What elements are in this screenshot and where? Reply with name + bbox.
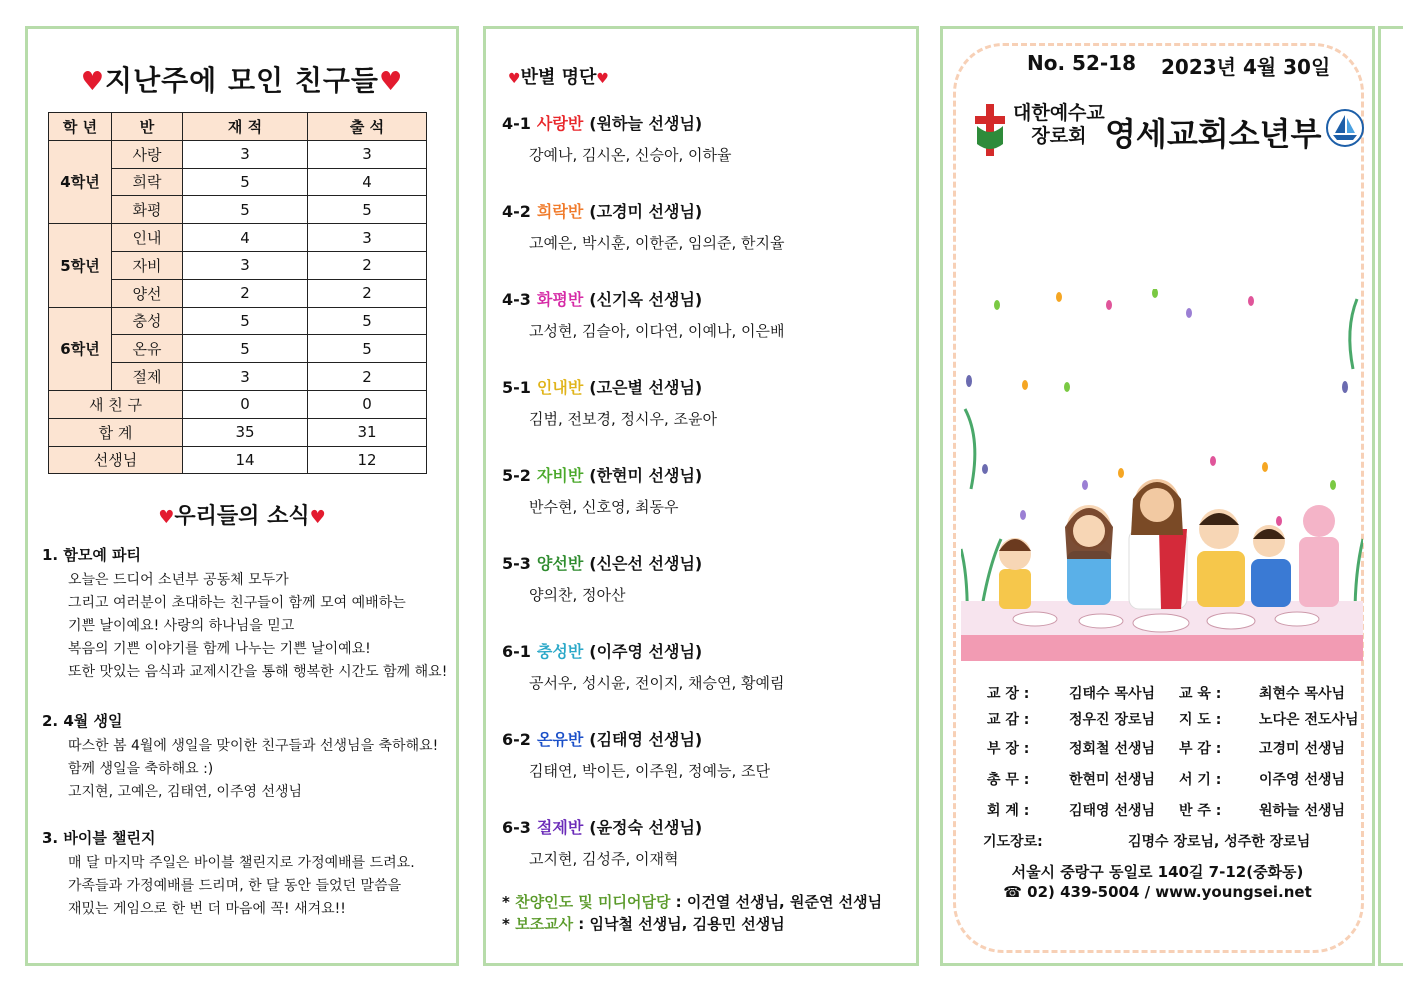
class-header xyxy=(502,375,912,398)
staff-person: 정회철 선생님 xyxy=(1069,741,1156,757)
class-name: 절제반 xyxy=(536,818,584,837)
attended-cell: 3 xyxy=(308,224,427,252)
note-text: : 이건열 선생님, 원준연 선생님 xyxy=(670,893,883,911)
heart-icon: ♥ xyxy=(158,507,175,528)
class-header xyxy=(502,639,912,662)
church-cross-logo xyxy=(973,104,1007,156)
last-supper-illustration xyxy=(961,289,1363,661)
figure-jesus xyxy=(1129,479,1187,609)
staff-role: 부 장 : xyxy=(987,741,1030,757)
class-members: 김범, 전보경, 정시우, 조윤아 xyxy=(529,410,717,428)
class-roster-panel xyxy=(483,26,919,966)
class-cell: 자비 xyxy=(112,251,183,279)
class-block xyxy=(502,287,912,341)
note-bullet: * xyxy=(502,893,510,911)
class-number: 5-3 xyxy=(502,554,531,573)
table-row xyxy=(49,446,427,474)
news-line: 기쁜 날이예요! 사랑의 하나님을 믿고 xyxy=(68,618,295,634)
staff-person: 한현미 선생님 xyxy=(1069,772,1156,788)
news-item xyxy=(42,710,452,804)
class-number: 6-3 xyxy=(502,818,531,837)
class-teacher: (윤정숙 선생님) xyxy=(589,818,703,837)
staff-person: 노다은 전도사님 xyxy=(1259,712,1359,728)
class-header xyxy=(502,199,912,222)
class-header xyxy=(502,815,912,838)
class-teacher: (신기옥 선생님) xyxy=(589,290,703,309)
class-cell: 온유 xyxy=(112,335,183,363)
staff-person: 이주영 선생님 xyxy=(1259,772,1346,788)
attended-cell: 3 xyxy=(308,140,427,168)
class-block xyxy=(502,639,912,693)
staff-role: 지 도 : xyxy=(1179,712,1222,728)
news-title xyxy=(28,499,456,530)
class-cell: 충성 xyxy=(112,307,183,335)
class-cell: 인내 xyxy=(112,224,183,252)
attended-cell: 5 xyxy=(308,307,427,335)
attended-cell: 2 xyxy=(308,363,427,391)
church-address: 서울시 중랑구 동일로 140길 7-12(중화동) xyxy=(1011,863,1304,881)
class-block xyxy=(502,375,912,429)
attended-cell: 2 xyxy=(308,251,427,279)
enrolled-cell: 3 xyxy=(183,363,308,391)
staff-person: 김태영 선생님 xyxy=(1069,803,1156,819)
cover-panel xyxy=(940,26,1375,966)
staff-role: 서 기 : xyxy=(1179,772,1222,788)
total-label: 합 계 xyxy=(49,418,183,446)
note-line xyxy=(502,891,882,912)
staff-role: 교 장 : xyxy=(987,686,1030,702)
class-members: 양의찬, 정아산 xyxy=(529,586,626,604)
class-cell: 희락 xyxy=(112,168,183,196)
attended-cell: 5 xyxy=(308,335,427,363)
news-line: 매 달 마지막 주일은 바이블 챌린지로 가정예배를 드려요. xyxy=(68,855,415,871)
class-cell: 사랑 xyxy=(112,140,183,168)
attended-cell: 4 xyxy=(308,168,427,196)
class-members: 강예나, 김시온, 신승아, 이하율 xyxy=(529,146,732,164)
staff-role: 회 계 : xyxy=(987,803,1030,819)
class-members: 반수현, 신호영, 최동우 xyxy=(529,498,679,516)
attendance-title-text: 지난주에 모인 친구들 xyxy=(105,64,379,97)
class-block xyxy=(502,199,912,253)
class-teacher: (김태영 선생님) xyxy=(589,730,703,749)
figure-girl xyxy=(1065,505,1113,605)
class-members: 공서우, 성시윤, 전이지, 채승연, 황예림 xyxy=(529,674,785,692)
enrolled-cell: 2 xyxy=(183,279,308,307)
table-header-row xyxy=(49,113,427,141)
table-row xyxy=(49,307,427,335)
class-members: 고성현, 김슬아, 이다연, 이예나, 이은배 xyxy=(529,322,785,340)
staff-role: 교 육 : xyxy=(1179,686,1222,702)
figure-boy-blue xyxy=(1251,525,1291,607)
attendance-title xyxy=(28,59,456,99)
class-members: 고예은, 박시훈, 이한준, 임의준, 한지율 xyxy=(529,234,785,252)
class-name: 충성반 xyxy=(536,642,584,661)
class-members: 김태연, 박이든, 이주원, 정예능, 조단 xyxy=(529,762,771,780)
class-members: 고지현, 김성주, 이재혁 xyxy=(529,850,679,868)
class-teacher: (고은별 선생님) xyxy=(589,378,703,397)
heart-icon: ♥ xyxy=(80,67,106,97)
class-teacher: (고경미 선생님) xyxy=(589,202,703,221)
class-header xyxy=(502,551,912,574)
next-panel-edge xyxy=(1378,26,1403,966)
header-attended: 출 석 xyxy=(308,113,427,141)
class-number: 6-1 xyxy=(502,642,531,661)
church-name: 영세교회소년부 xyxy=(1105,115,1322,153)
staff-person: 김태수 목사님 xyxy=(1069,686,1156,702)
grade-cell: 6학년 xyxy=(49,307,112,390)
news-line: 오늘은 드디어 소년부 공동체 모두가 xyxy=(68,572,289,588)
table-row xyxy=(49,390,427,418)
class-header xyxy=(502,111,912,134)
note-label: 찬양인도 및 미디어담당 xyxy=(515,893,671,911)
staff-person: 정우진 장로님 xyxy=(1069,712,1156,728)
class-number: 4-1 xyxy=(502,114,531,133)
grade-cell: 4학년 xyxy=(49,140,112,223)
attended-cell: 2 xyxy=(308,279,427,307)
issue-date: 2023년 4월 30일 xyxy=(1161,55,1331,79)
class-block xyxy=(502,727,912,781)
table-cloth xyxy=(961,631,1363,661)
class-number: 4-3 xyxy=(502,290,531,309)
figure-child-left xyxy=(999,538,1031,609)
news-line: 가족들과 가정예배를 드리며, 한 달 동안 들었던 말씀을 xyxy=(68,878,402,894)
news-line: 함께 생일을 축하해요 :) xyxy=(68,761,214,777)
class-name: 사랑반 xyxy=(536,114,584,133)
enrolled-cell: 4 xyxy=(183,224,308,252)
news-line: 따스한 봄 4월에 생일을 맞이한 친구들과 선생님을 축하해요! xyxy=(68,738,439,754)
note-text: : 임낙철 선생님, 김용민 선생님 xyxy=(573,915,785,933)
enrolled-cell: 3 xyxy=(183,251,308,279)
class-name: 자비반 xyxy=(536,466,584,485)
class-name: 희락반 xyxy=(536,202,584,221)
header-class: 반 xyxy=(112,113,183,141)
news-line: 복음의 기쁜 이야기를 함께 나누는 기쁜 날이예요! xyxy=(68,641,371,657)
attended-cell: 31 xyxy=(308,418,427,446)
news-line: 고지현, 고예은, 김태연, 이주영 선생님 xyxy=(68,784,303,800)
enrolled-cell: 5 xyxy=(183,335,308,363)
staff-role: 부 감 : xyxy=(1179,741,1222,757)
staff-role: 총 무 : xyxy=(987,772,1030,788)
ship-emblem-icon xyxy=(1326,109,1364,147)
attended-cell: 0 xyxy=(308,390,427,418)
news-heading: 3. 바이블 챌린지 xyxy=(42,829,156,847)
prayer-label: 기도장로: xyxy=(983,834,1043,850)
header-enrolled: 재 적 xyxy=(183,113,308,141)
class-number: 5-1 xyxy=(502,378,531,397)
class-header xyxy=(502,727,912,750)
figure-pink xyxy=(1299,505,1339,607)
news-line: 그리고 여러분이 초대하는 친구들이 함께 모여 예배하는 xyxy=(68,595,406,611)
class-header xyxy=(502,287,912,310)
class-name: 온유반 xyxy=(536,730,584,749)
table-row xyxy=(49,140,427,168)
news-item xyxy=(42,544,452,684)
news-heading: 1. 함모예 파티 xyxy=(42,546,142,564)
class-block xyxy=(502,551,912,605)
figure-boy-yellow xyxy=(1197,509,1245,607)
class-header xyxy=(502,463,912,486)
heart-icon: ♥ xyxy=(508,71,521,87)
class-number: 6-2 xyxy=(502,730,531,749)
enrolled-cell: 5 xyxy=(183,168,308,196)
heart-icon: ♥ xyxy=(378,67,404,97)
roster-title xyxy=(508,63,609,89)
class-block xyxy=(502,111,912,165)
enrolled-cell: 3 xyxy=(183,140,308,168)
class-number: 4-2 xyxy=(502,202,531,221)
denomination-name xyxy=(1013,102,1105,148)
news-heading: 2. 4월 생일 xyxy=(42,712,123,730)
enrolled-cell: 35 xyxy=(183,418,308,446)
issue-number: No. 52-18 xyxy=(1027,51,1137,75)
church-contact: ☎ 02) 439-5004 / www.youngsei.net xyxy=(1003,883,1312,901)
attendance-panel xyxy=(25,26,459,966)
class-teacher: (한현미 선생님) xyxy=(589,466,703,485)
roster-title-text: 반별 명단 xyxy=(520,67,597,88)
note-bullet: * xyxy=(502,915,510,933)
news-item xyxy=(42,827,452,921)
enrolled-cell: 5 xyxy=(183,307,308,335)
teachers-label: 선생님 xyxy=(49,446,183,474)
heart-icon: ♥ xyxy=(596,71,609,87)
class-cell: 양선 xyxy=(112,279,183,307)
attendance-table xyxy=(48,112,427,474)
note-label: 보조교사 xyxy=(515,915,574,933)
note-line xyxy=(502,913,785,934)
class-teacher: (원하늘 선생님) xyxy=(589,114,703,133)
class-block xyxy=(502,815,912,869)
class-name: 양선반 xyxy=(536,554,584,573)
new-friends-label: 새 친 구 xyxy=(49,390,183,418)
staff-role: 반 주 : xyxy=(1179,803,1222,819)
class-block xyxy=(502,463,912,517)
news-title-text: 우리들의 소식 xyxy=(174,504,310,529)
news-line: 또한 맛있는 음식과 교제시간을 통해 행복한 시간도 함께 해요! xyxy=(68,664,448,680)
attended-cell: 12 xyxy=(308,446,427,474)
staff-role: 교 감 : xyxy=(987,712,1030,728)
attended-cell: 5 xyxy=(308,196,427,224)
enrolled-cell: 14 xyxy=(183,446,308,474)
class-name: 인내반 xyxy=(536,378,584,397)
staff-person: 최현수 목사님 xyxy=(1259,686,1346,702)
header-grade: 학 년 xyxy=(49,113,112,141)
enrolled-cell: 0 xyxy=(183,390,308,418)
denomination-line-1: 대한예수교 xyxy=(1013,102,1105,124)
table-row xyxy=(49,418,427,446)
table-row xyxy=(49,224,427,252)
grade-cell: 5학년 xyxy=(49,224,112,307)
class-name: 화평반 xyxy=(536,290,584,309)
enrolled-cell: 5 xyxy=(183,196,308,224)
heart-icon: ♥ xyxy=(309,507,326,528)
news-line: 재밌는 게임으로 한 번 더 마음에 꼭! 새겨요!! xyxy=(68,901,346,917)
prayer-elders: 김명수 장로님, 성주한 장로님 xyxy=(1128,834,1311,850)
class-teacher: (이주영 선생님) xyxy=(589,642,703,661)
class-cell: 화평 xyxy=(112,196,183,224)
denomination-line-2: 장로회 xyxy=(1031,125,1087,147)
staff-person: 원하늘 선생님 xyxy=(1259,803,1346,819)
class-teacher: (신은선 선생님) xyxy=(589,554,703,573)
class-cell: 절제 xyxy=(112,363,183,391)
staff-person: 고경미 선생님 xyxy=(1259,741,1346,757)
class-number: 5-2 xyxy=(502,466,531,485)
